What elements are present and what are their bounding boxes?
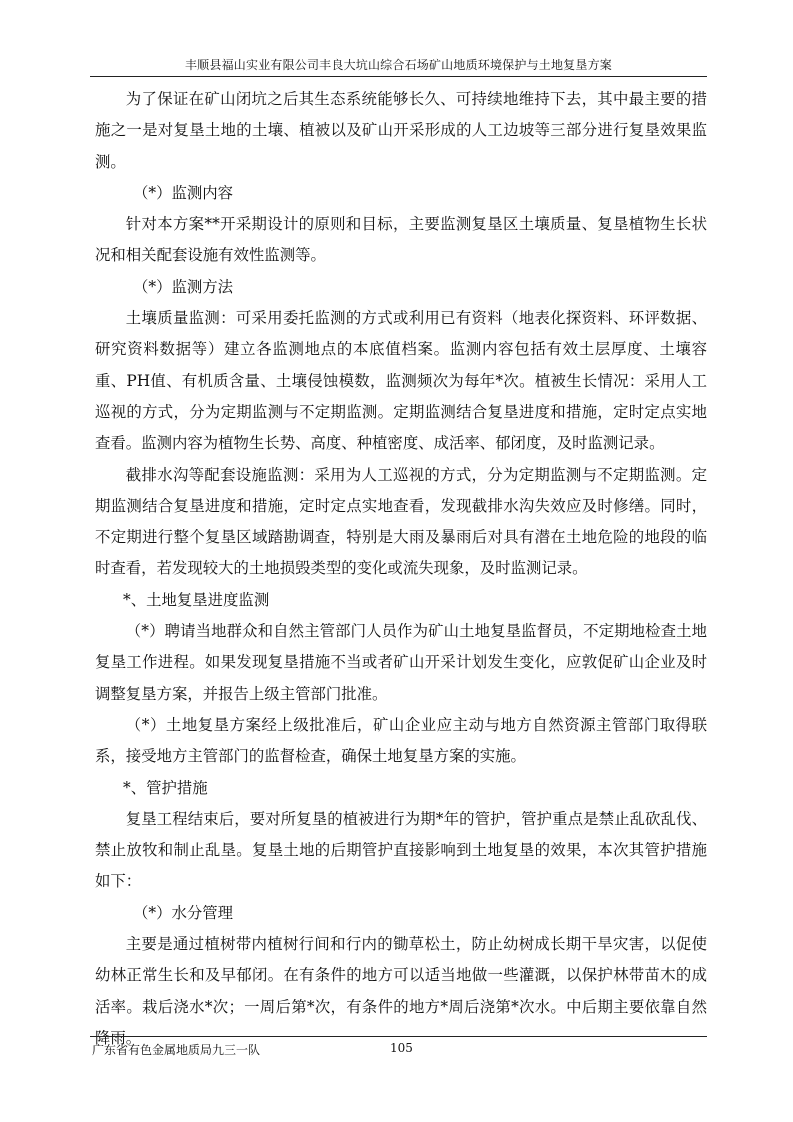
subheading-monitoring-method: （*）监测方法 bbox=[133, 277, 234, 296]
intro-paragraph: 为了保证在矿山闭坑之后其生态系统能够长久、可持续地维持下去，其中最主要的措施之一是对复垦土地的土壤、植被以及矿山开采形成的人工边坡等三部分进行复垦效果监测。 bbox=[95, 90, 707, 171]
page-number: 105 bbox=[390, 1041, 413, 1055]
monitoring-content-paragraph: 针对本方案**开采期设计的原则和目标，主要监测复垦区土壤质量、复垦植物生长状况和相关配套设施有效性监测等。 bbox=[95, 215, 707, 265]
document-body bbox=[95, 84, 707, 1054]
water-management-paragraph: 主要是通过植树带内植树行间和行内的锄草松土，防止幼树成长期干旱灾害，以促使幼林正常生长和及早郁闭。在有条件的地方可以适当地做一些灌溉，以保护林带苗木的成活率。栽后浇水*次；一周后第*次，有条件的地方*周后浇第*次水。中后期主要依靠自然降雨。 bbox=[95, 935, 707, 1047]
section-heading-management: *、管护措施 bbox=[123, 778, 208, 797]
management-intro-paragraph: 复垦工程结束后，要对所复垦的植被进行为期*年的管护，管护重点是禁止乱砍乱伐、禁止放牧和制止乱垦。复垦土地的后期管护直接影响到土地复垦的效果，本次其管护措施如下： bbox=[95, 809, 707, 891]
section-heading-progress-monitoring: *、土地复垦进度监测 bbox=[123, 590, 270, 609]
footer-rule bbox=[90, 1036, 707, 1037]
footer-organization: 广东省有色金属地质局九三一队 bbox=[92, 1043, 261, 1057]
progress-item-1: （*）聘请当地群众和自然主管部门人员作为矿山土地复垦监督员，不定期地检查土地复垦工作进程。如果发现复垦措施不当或者矿山开采计划发生变化，应敦促矿山企业及时调整复垦方案，并报告上级主管部门批准。 bbox=[95, 622, 707, 703]
subheading-water-management: （*）水分管理 bbox=[133, 903, 234, 922]
subheading-monitoring-content: （*）监测内容 bbox=[133, 183, 234, 202]
page-header: 丰顺县福山实业有限公司丰良大坑山综合石场矿山地质环境保护与土地复垦方案 bbox=[184, 58, 612, 72]
soil-monitoring-paragraph: 土壤质量监测：可采用委托监测的方式或利用已有资料（地表化探资料、环评数据、研究资料数据等）建立各监测地点的本底值档案。监测内容包括有效土层厚度、土壤容重、PH值、有机质含量、土壤侵蚀模数，监测频次为每年*次。植被生长情况：采用人工巡视的方式，分为定期监测与不定期监测。定期监测结合复垦进度和措施，定时定点实地查看。监测内容为植物生长势、高度、种植密度、成活率、郁闭度，及时监测记录。 bbox=[95, 309, 707, 453]
drainage-monitoring-paragraph: 截排水沟等配套设施监测：采用为人工巡视的方式，分为定期监测与不定期监测。定期监测结合复垦进度和措施，定时定点实地查看，发现截排水沟失效应及时修缮。同时，不定期进行整个复垦区域踏勘调查，特别是大雨及暴雨后对具有潜在土地危险的地段的临时查看，若发现较大的土地损毁类型的变化或流失现象，及时监测记录。 bbox=[95, 465, 707, 578]
header-rule bbox=[90, 76, 707, 77]
progress-item-2: （*）土地复垦方案经上级批准后，矿山企业应主动与地方自然资源主管部门取得联系，接受地方主管部门的监督检查，确保土地复垦方案的实施。 bbox=[95, 715, 707, 766]
